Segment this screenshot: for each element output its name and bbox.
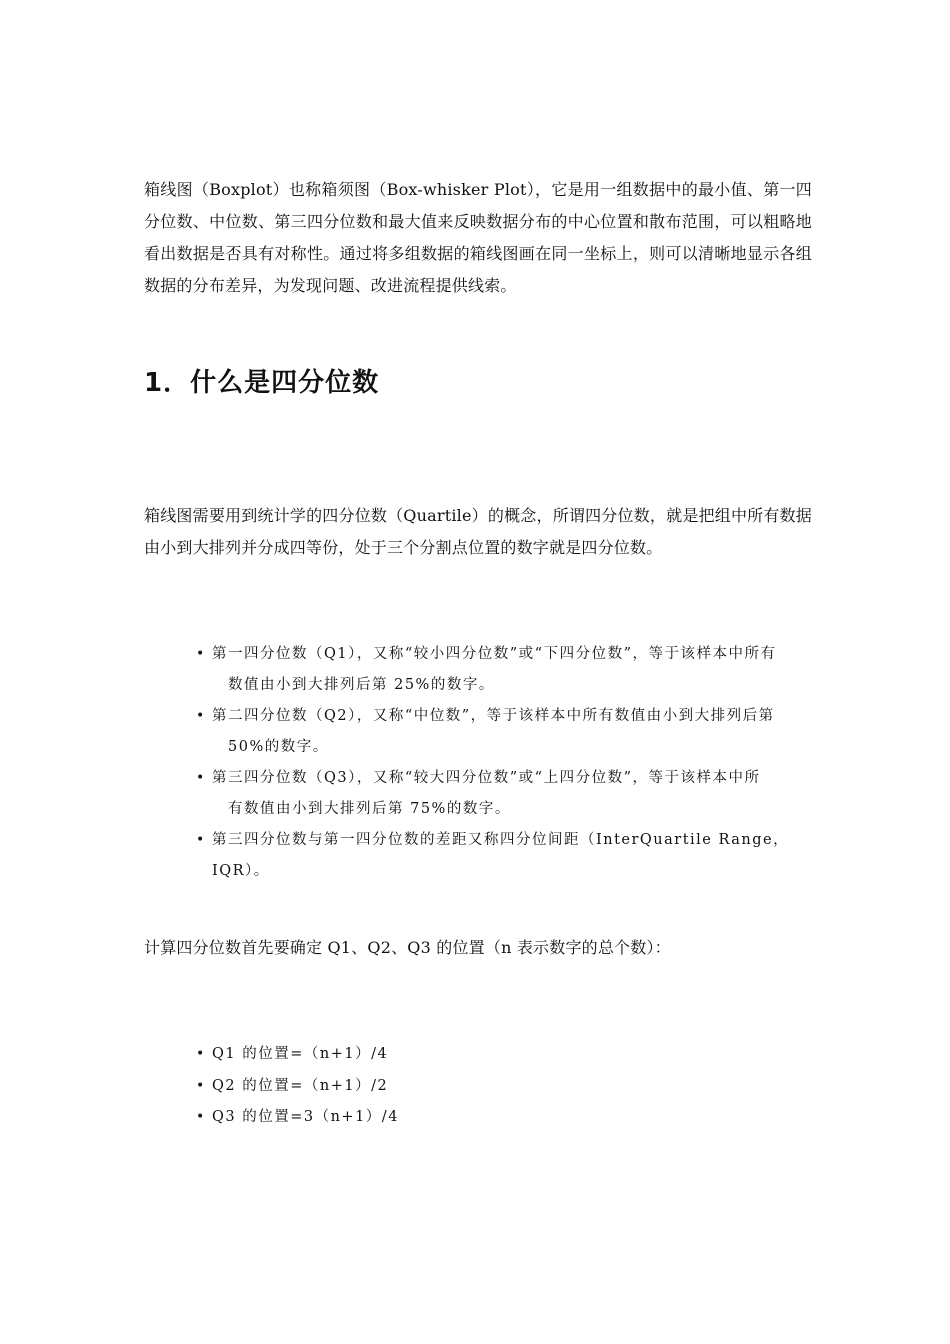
formula-q3: • Q3 的位置=3（n+1）/4: [196, 1102, 816, 1134]
position-intro-paragraph: 计算四分位数首先要确定 Q1、Q2、Q3 的位置（n 表示数字的总个数）：: [144, 938, 671, 957]
definition-q2-line2: 50%的数字。: [228, 739, 329, 755]
section-title: 1．什么是四分位数: [144, 368, 380, 398]
position-formulas-list: [196, 1039, 816, 1134]
intro-paragraph: 箱线图（Boxplot）也称箱须图（Box-whisker Plot），它是用一组数据中的最小值、第一四分位数、中位数、第三四分位数和最大值来反映数据分布的中心位置和散布范围，可以粗略地看出数据是否具有对称性。通过将多组数据的箱线图画在同一坐标上，则可以清晰地显示各组数据的分布差异，为发现问题、改进流程提供线索。: [144, 180, 812, 295]
formula-q2: • Q2 的位置=（n+1）/2: [196, 1071, 816, 1103]
definition-q1-line2: 数值由小到大排列后第 25%的数字。: [228, 677, 495, 693]
definition-q3-line2: 有数值由小到大排列后第 75%的数字。: [228, 801, 511, 817]
list-item: [196, 701, 816, 763]
definition-q2-line1: 第二四分位数（Q2），又称“中位数”，等于该样本中所有数值由小到大排列后第: [212, 708, 775, 724]
definition-q3-line1: 第三四分位数（Q3），又称“较大四分位数”或“上四分位数”，等于该样本中所: [212, 770, 761, 786]
quartile-definitions-list: [196, 639, 816, 887]
list-item: [196, 825, 816, 887]
definition-iqr: 第三四分位数与第一四分位数的差距又称四分位间距（InterQuartile Range，IQR）。: [212, 832, 790, 879]
quartile-intro-paragraph: 箱线图需要用到统计学的四分位数（Quartile）的概念，所谓四分位数，就是把组中所有数据由小到大排列并分成四等份，处于三个分割点位置的数字就是四分位数。: [144, 506, 812, 557]
definition-q1-line1: 第一四分位数（Q1），又称“较小四分位数”或“下四分位数”，等于该样本中所有: [212, 646, 777, 662]
formula-q1: • Q1 的位置=（n+1）/4: [196, 1039, 816, 1071]
list-item: [196, 763, 816, 825]
list-item: [196, 639, 816, 701]
